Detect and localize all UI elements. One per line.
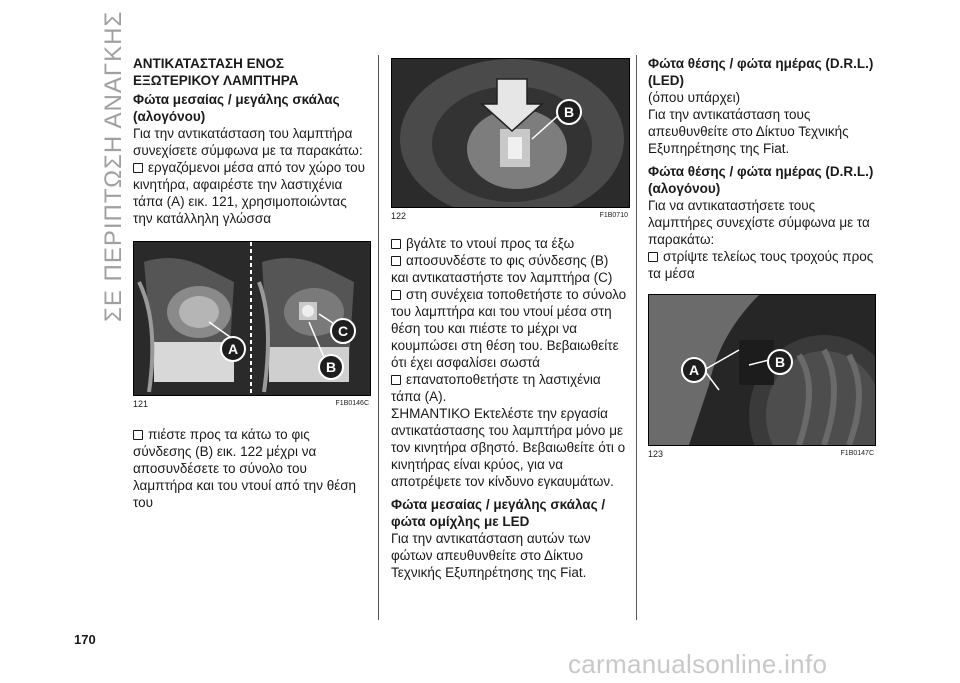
step-pull-holder: βγάλτε το ντουί προς τα έξω	[391, 235, 628, 252]
figure-code: F1B0146C	[335, 400, 369, 407]
heading-replace-exterior-bulb: ΑΝΤΙΚΑΤΑΣΤΑΣΗ ΕΝΟΣ ΕΞΩΤΕΡΙΚΟΥ ΛΑΜΠΤΗΡΑ	[133, 56, 299, 88]
step-press-connector: πιέστε προς τα κάτω το φις σύνδεσης (B) εικ. 122 μέχρι να αποσυνδέσετε το σύνολο του λαμπτήρα και του ντουί από την θέση του	[133, 426, 369, 511]
step-refit-cap: επανατοποθετήστε τη λαστιχένια τάπα (A).	[391, 371, 628, 405]
callout-b: B	[318, 354, 344, 380]
column-divider-1	[378, 55, 379, 620]
heading-drl-led: Φώτα θέσης / φώτα ημέρας (D.R.L.) (LED)	[648, 56, 874, 88]
step-disconnect-replace: αποσυνδέστε το φις σύνδεσης (B) και αντικαταστήστε τον λαμπτήρα (C)	[391, 252, 628, 286]
drl-halogen-text: Για να αντικαταστήσετε τους λαμπτήρες συνεχίστε σύμφωνα με τα παρακάτω:	[648, 198, 870, 247]
page-number: 170	[74, 632, 96, 647]
intro-text: Για την αντικατάσταση του λαμπτήρα συνεχίσετε σύμφωνα με τα παρακάτω:	[133, 126, 363, 158]
figure-121-engine-bay	[133, 241, 371, 396]
column-divider-2	[636, 55, 637, 620]
column-3	[648, 55, 880, 460]
callout-b: B	[767, 349, 793, 375]
figure-code: F1B0147C	[840, 450, 874, 457]
callout-a: A	[220, 336, 246, 362]
column-2	[391, 58, 628, 581]
figure-number: 122	[391, 211, 407, 221]
callout-c: C	[330, 318, 356, 344]
step-refit-assembly: στη συνέχεια τοποθετήστε το σύνολο του λαμπτήρα και του ντουί μέσα στη θέση του και πιέστε το μέχρι να κουμπώσει στη θέση του. Βεβαιωθείτε ότι έχει ασφαλίσει σωστά	[391, 287, 627, 370]
where-present-text: (όπου υπάρχει)	[648, 90, 741, 105]
bulb-holder-illustration	[392, 59, 629, 207]
watermark-text: carmanualsonline.info	[568, 649, 828, 679]
callout-b: B	[556, 99, 582, 125]
column-1	[133, 55, 369, 511]
figure-number: 121	[133, 399, 149, 409]
figure-code: F1B0710	[599, 212, 628, 219]
important-note: ΣΗΜΑΝΤΙΚΟ Εκτελέστε την εργασία αντικατάστασης του λαμπτήρα μόνο με τον κινητήρα σβηστό. Βεβαιωθείτε ότι ο κινητήρας είναι κρύος, για να αποτρέψετε τον κίνδυνο εγκαυμάτων.	[391, 406, 626, 489]
heading-drl-halogen: Φώτα θέσης / φώτα ημέρας (D.R.L.) (αλογόνου)	[648, 164, 874, 196]
step-remove-rubber-cap: εργαζόμενοι μέσα από τον χώρο του κινητήρα, αφαιρέστε την λαστιχένια τάπα (A) εικ. 121, χρησιμοποιώντας την κατάλληλη γλώσσα	[133, 159, 369, 227]
section-title: ΣΕ ΠΕΡΙΠΤΩΣΗ ΑΝΑΓΚΗΣ	[100, 10, 127, 322]
drl-led-text: Για την αντικατάσταση τους απευθυνθείτε στο Δίκτυο Τεχνικής Εξυπηρέτησης της Fiat.	[648, 107, 849, 156]
callout-a: A	[681, 357, 707, 383]
heading-halogen-headlights: Φώτα μεσαίας / μεγάλης σκάλας (αλογόνου)	[133, 92, 340, 124]
step-turn-wheels: στρίψτε τελείως τους τροχούς προς τα μέσα	[648, 248, 880, 282]
figure-121-caption	[133, 398, 369, 410]
figure-122-caption	[391, 210, 628, 222]
figure-123-caption	[648, 448, 874, 460]
figure-122-bulb-holder	[391, 58, 630, 208]
figure-number: 123	[648, 449, 664, 459]
led-text: Για την αντικατάσταση αυτών των φώτων απευθυνθείτε στο Δίκτυο Τεχνικής Εξυπηρέτησης της Fiat.	[391, 531, 591, 580]
heading-led-lights: Φώτα μεσαίας / μεγάλης σκάλας / φώτα ομίχλης με LED	[391, 497, 606, 529]
figure-123-wheel-arch	[648, 294, 876, 446]
